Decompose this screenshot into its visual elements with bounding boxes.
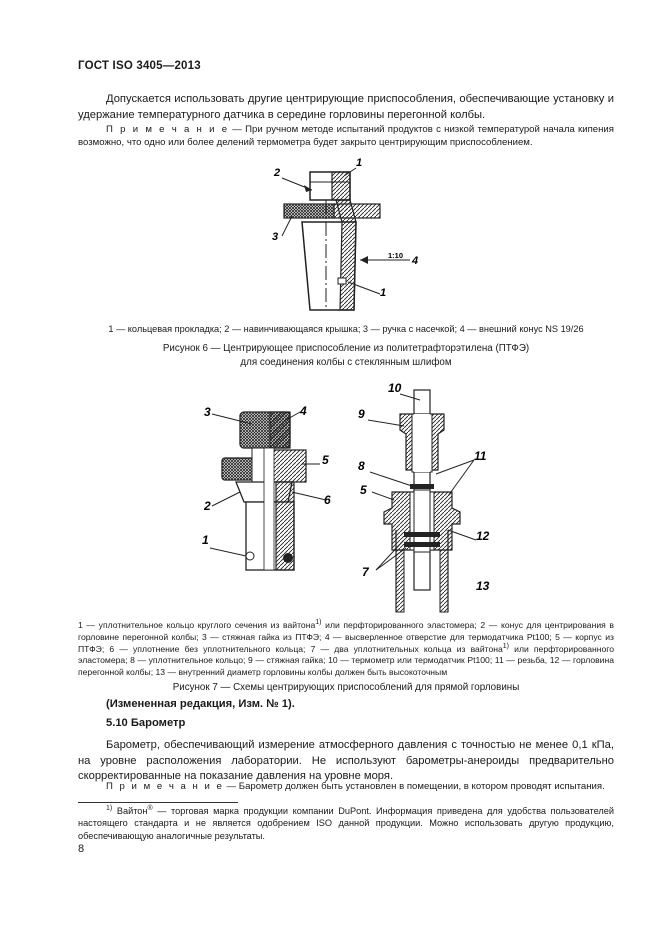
paragraph-centering-devices: Допускается использовать другие центрирующие приспособления, обеспечивающие установку и удержание температурного датчика в середине горловины перегонной колбы.	[78, 93, 614, 121]
document-header: ГОСТ ISO 3405—2013	[78, 60, 201, 72]
fig6-label-2: 2	[274, 167, 281, 179]
fig6-label-3: 3	[272, 231, 279, 243]
fig7-left-label-6: 6	[324, 493, 331, 507]
note2-text: — Барометр должен быть установлен в помещении, в котором проводят испытания.	[223, 781, 605, 792]
footnote	[78, 805, 614, 842]
fig6-label-1-top: 1	[356, 157, 363, 169]
fig7-left-label-1: 1	[202, 533, 209, 547]
footnote-mark: 1)	[106, 804, 113, 812]
fig7-footnote-mark-2: 1)	[502, 642, 510, 650]
fig7-right-label-9: 9	[358, 407, 365, 421]
fig7-right-label-13: 13	[476, 579, 490, 593]
fig6-label-taper: 1:10	[388, 251, 404, 260]
footnote-divider	[78, 802, 238, 803]
figure-6-title-line2: для соединения колбы с стеклянным шлифом	[240, 357, 452, 368]
note2-label: П р и м е ч а н и е	[106, 781, 224, 792]
section-heading: 5.10 Барометр	[106, 717, 186, 729]
fig7-left-label-4: 4	[300, 404, 307, 418]
fig6-label-4: 4	[412, 255, 419, 267]
revision-note: (Измененная редакция, Изм. № 1).	[106, 698, 295, 710]
figure-7-legend	[78, 620, 614, 679]
fig7-right-label-11: 11	[474, 449, 487, 463]
figure-7-title: Рисунок 7 — Схемы центрирующих приспособлений для прямой горловины	[172, 682, 520, 693]
fig7-legend-b: или перфторированного эластомера; 2 — конус для центрирования в горловине перегонной колбы; 3 — стяжная гайка из ПТФЭ; 4 — высверленное отверстие для термодатчика Pt100; 5 — корпус из ПТФЭ; 6 — уплотнение без уплотнительного кольца; 7 — два уплотнительных кольца из вайтона	[78, 620, 614, 654]
figure-7-right-drawing	[352, 380, 512, 615]
note-label: П р и м е ч а н и е	[106, 124, 230, 135]
fig7-legend-a: 1 — уплотнительное кольцо круглого сечения из вайтона	[78, 620, 316, 630]
fig7-footnote-mark: 1)	[315, 619, 322, 627]
note-manual-method	[78, 124, 614, 149]
paragraph-barometer: Барометр, обеспечивающий измерение атмосферного давления с точностью не менее 0,1 кПа, на уровне расположения лаборатории. Не используют барометры-анероиды предварительно скорректированные на показание давления на уровне моря.	[78, 739, 614, 782]
fig7-right-label-7: 7	[362, 565, 369, 579]
fig7-right-label-12: 12	[476, 529, 490, 543]
footnote-text: — торговая марка продукции компании DuPont. Информация приведена для удобства пользователей настоящего стандарта и не является одобрением ISO данной продукции. Можно использовать другую продукцию, обеспечивающую аналогичные результаты.	[78, 806, 614, 841]
fig7-left-label-2: 2	[204, 499, 211, 513]
fig7-right-label-8: 8	[358, 459, 365, 473]
figure-6-title-line1: Рисунок 6 — Центрирующее приспособление из политетрафторэтилена (ПТФЭ)	[162, 343, 530, 354]
note-barometer	[78, 781, 614, 794]
fig7-legend-c: или перфторированного эластомера; 8 — уплотнительное кольцо; 9 — стяжная гайка; 10 — термометр или термодатчик Pt100; 11 — резьба, 12 — горловина перегонной колбы; 13 — внутренний диаметр горловины колбы должен быть высокоточным	[78, 643, 614, 678]
figure-6-drawing	[260, 157, 440, 320]
page-number: 8	[78, 843, 85, 855]
figure-7-left-drawing	[196, 398, 346, 583]
fig7-right-label-10: 10	[388, 381, 402, 395]
footnote-reg-mark: ®	[147, 804, 153, 812]
footnote-brand: Вайтон	[112, 806, 148, 816]
fig7-left-label-3: 3	[204, 405, 211, 419]
fig6-label-1: 1	[380, 287, 387, 299]
note-text: — При ручном методе испытаний продуктов с низкой температурой начала кипения возможно, что одно или более делений термометра будет закрыто центрирующим приспособлением.	[78, 124, 614, 148]
fig7-left-label-5: 5	[322, 453, 329, 467]
figure-6-legend: 1 — кольцевая прокладка; 2 — навинчивающаяся крышка; 3 — ручка с насечкой; 4 — внешний конус NS 19/26	[108, 324, 584, 334]
fig7-right-label-5: 5	[360, 483, 367, 497]
